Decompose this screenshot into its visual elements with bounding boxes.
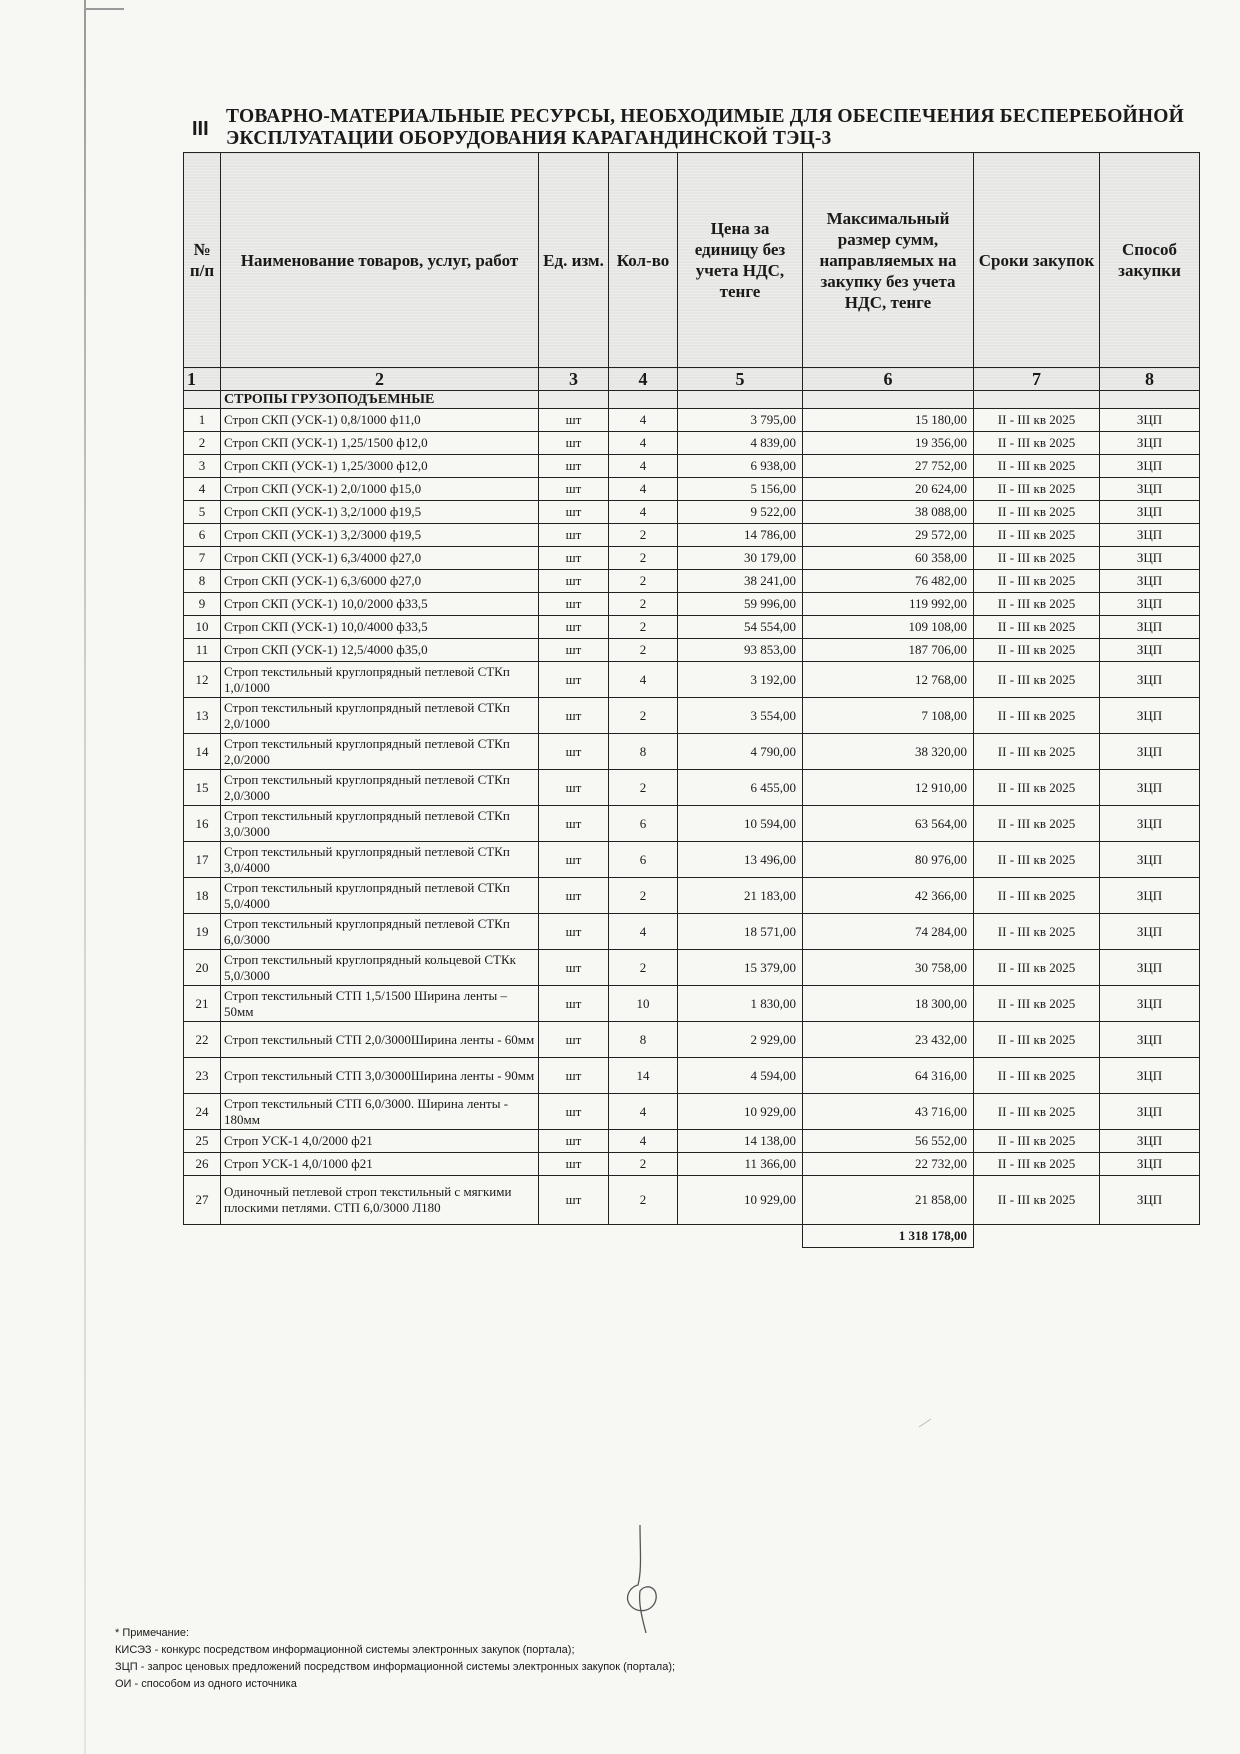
group-spacer	[974, 391, 1100, 409]
period-cell: II - III кв 2025	[974, 842, 1100, 878]
max-sum-cell: 21 858,00	[803, 1176, 974, 1225]
unit-cell: шт	[539, 986, 609, 1022]
row-number: 16	[184, 806, 221, 842]
unit-price-cell: 4 839,00	[678, 432, 803, 455]
unit-price-cell: 38 241,00	[678, 570, 803, 593]
quantity-cell: 4	[609, 409, 678, 432]
table-row	[184, 950, 1200, 986]
period-cell: II - III кв 2025	[974, 1153, 1100, 1176]
quantity-cell: 4	[609, 455, 678, 478]
quantity-cell: 2	[609, 593, 678, 616]
total-spacer	[539, 1225, 609, 1248]
total-spacer	[1100, 1225, 1200, 1248]
item-name: Строп текстильный круглопрядный петлевой СТКп 2,0/2000	[221, 734, 539, 770]
max-sum-cell: 43 716,00	[803, 1094, 974, 1130]
quantity-cell: 14	[609, 1058, 678, 1094]
table-row	[184, 770, 1200, 806]
item-name: Строп СКП (УСК-1) 10,0/2000 ф33,5	[221, 593, 539, 616]
footnotes	[115, 1625, 675, 1693]
period-cell: II - III кв 2025	[974, 501, 1100, 524]
group-row	[184, 391, 1200, 409]
max-sum-cell: 15 180,00	[803, 409, 974, 432]
row-number: 10	[184, 616, 221, 639]
item-name: Строп УСК-1 4,0/2000 ф21	[221, 1130, 539, 1153]
table-row	[184, 1094, 1200, 1130]
unit-price-cell: 93 853,00	[678, 639, 803, 662]
period-cell: II - III кв 2025	[974, 878, 1100, 914]
unit-price-cell: 10 594,00	[678, 806, 803, 842]
table-row	[184, 662, 1200, 698]
method-cell: ЗЦП	[1100, 547, 1200, 570]
unit-cell: шт	[539, 950, 609, 986]
method-cell: ЗЦП	[1100, 770, 1200, 806]
quantity-cell: 2	[609, 1176, 678, 1225]
table-row	[184, 734, 1200, 770]
table-row	[184, 547, 1200, 570]
unit-cell: шт	[539, 1058, 609, 1094]
period-cell: II - III кв 2025	[974, 1176, 1100, 1225]
method-cell: ЗЦП	[1100, 1153, 1200, 1176]
period-cell: II - III кв 2025	[974, 432, 1100, 455]
column-number: 4	[609, 368, 678, 391]
unit-cell: шт	[539, 501, 609, 524]
unit-cell: шт	[539, 1153, 609, 1176]
table-row	[184, 1022, 1200, 1058]
group-spacer	[609, 391, 678, 409]
column-number: 2	[221, 368, 539, 391]
row-number: 23	[184, 1058, 221, 1094]
period-cell: II - III кв 2025	[974, 547, 1100, 570]
footnote-line: ЗЦП - запрос ценовых предложений посредством информационной системы электронных закупок (портала);	[115, 1661, 676, 1673]
period-cell: II - III кв 2025	[974, 1130, 1100, 1153]
quantity-cell: 8	[609, 1022, 678, 1058]
unit-cell: шт	[539, 570, 609, 593]
max-sum-cell: 38 320,00	[803, 734, 974, 770]
table-row	[184, 593, 1200, 616]
footnote-line: КИСЭЗ - конкурс посредством информационной системы электронных закупок (портала);	[115, 1644, 575, 1656]
unit-price-cell: 11 366,00	[678, 1153, 803, 1176]
item-name: Строп СКП (УСК-1) 3,2/3000 ф19,5	[221, 524, 539, 547]
unit-cell: шт	[539, 432, 609, 455]
header-number: № п/п	[184, 153, 221, 368]
method-cell: ЗЦП	[1100, 1130, 1200, 1153]
section-number: III	[192, 118, 209, 140]
method-cell: ЗЦП	[1100, 478, 1200, 501]
item-name: Строп текстильный круглопрядный петлевой СТКп 3,0/4000	[221, 842, 539, 878]
method-cell: ЗЦП	[1100, 593, 1200, 616]
method-cell: ЗЦП	[1100, 842, 1200, 878]
row-number: 9	[184, 593, 221, 616]
item-name: Строп текстильный круглопрядный петлевой СТКп 2,0/1000	[221, 698, 539, 734]
method-cell: ЗЦП	[1100, 1094, 1200, 1130]
max-sum-cell: 64 316,00	[803, 1058, 974, 1094]
method-cell: ЗЦП	[1100, 639, 1200, 662]
row-number: 17	[184, 842, 221, 878]
unit-price-cell: 6 938,00	[678, 455, 803, 478]
item-name: Строп текстильный круглопрядный петлевой СТКп 5,0/4000	[221, 878, 539, 914]
column-number: 6	[803, 368, 974, 391]
total-spacer	[184, 1225, 221, 1248]
method-cell: ЗЦП	[1100, 986, 1200, 1022]
unit-price-cell: 10 929,00	[678, 1176, 803, 1225]
row-number: 25	[184, 1130, 221, 1153]
period-cell: II - III кв 2025	[974, 734, 1100, 770]
unit-price-cell: 2 929,00	[678, 1022, 803, 1058]
header-quantity: Кол-во	[609, 153, 678, 368]
row-number: 6	[184, 524, 221, 547]
unit-cell: шт	[539, 698, 609, 734]
unit-price-cell: 10 929,00	[678, 1094, 803, 1130]
unit-price-cell: 13 496,00	[678, 842, 803, 878]
period-cell: II - III кв 2025	[974, 455, 1100, 478]
group-spacer	[539, 391, 609, 409]
unit-cell: шт	[539, 639, 609, 662]
table-row	[184, 1058, 1200, 1094]
column-number-row	[184, 368, 1200, 391]
item-name: Строп текстильный СТП 2,0/3000Ширина ленты - 60мм	[221, 1022, 539, 1058]
max-sum-cell: 30 758,00	[803, 950, 974, 986]
max-sum-cell: 42 366,00	[803, 878, 974, 914]
row-number: 8	[184, 570, 221, 593]
header-row	[184, 153, 1200, 368]
method-cell: ЗЦП	[1100, 914, 1200, 950]
row-number: 5	[184, 501, 221, 524]
quantity-cell: 2	[609, 639, 678, 662]
period-cell: II - III кв 2025	[974, 593, 1100, 616]
period-cell: II - III кв 2025	[974, 914, 1100, 950]
quantity-cell: 2	[609, 878, 678, 914]
max-sum-cell: 27 752,00	[803, 455, 974, 478]
quantity-cell: 2	[609, 547, 678, 570]
total-spacer	[678, 1225, 803, 1248]
period-cell: II - III кв 2025	[974, 770, 1100, 806]
header-max-sum: Максимальный размер сумм, направляемых на закупку без учета НДС, тенге	[803, 153, 974, 368]
unit-cell: шт	[539, 409, 609, 432]
max-sum-cell: 20 624,00	[803, 478, 974, 501]
scan-edge-top	[84, 8, 124, 10]
signature-mark	[610, 1525, 670, 1635]
total-spacer	[974, 1225, 1100, 1248]
item-name: Строп СКП (УСК-1) 3,2/1000 ф19,5	[221, 501, 539, 524]
period-cell: II - III кв 2025	[974, 1022, 1100, 1058]
footnote-line: ОИ - способом из одного источника	[115, 1678, 297, 1690]
total-sum: 1 318 178,00	[803, 1225, 974, 1248]
table-row	[184, 616, 1200, 639]
max-sum-cell: 38 088,00	[803, 501, 974, 524]
method-cell: ЗЦП	[1100, 734, 1200, 770]
max-sum-cell: 109 108,00	[803, 616, 974, 639]
unit-cell: шт	[539, 1130, 609, 1153]
table-row	[184, 1130, 1200, 1153]
method-cell: ЗЦП	[1100, 1058, 1200, 1094]
unit-cell: шт	[539, 662, 609, 698]
unit-cell: шт	[539, 593, 609, 616]
quantity-cell: 2	[609, 570, 678, 593]
method-cell: ЗЦП	[1100, 950, 1200, 986]
item-name: Строп текстильный СТП 3,0/3000Ширина ленты - 90мм	[221, 1058, 539, 1094]
item-name: Строп текстильный круглопрядный петлевой СТКп 3,0/3000	[221, 806, 539, 842]
quantity-cell: 4	[609, 1130, 678, 1153]
row-number: 3	[184, 455, 221, 478]
max-sum-cell: 76 482,00	[803, 570, 974, 593]
table-row	[184, 842, 1200, 878]
period-cell: II - III кв 2025	[974, 986, 1100, 1022]
period-cell: II - III кв 2025	[974, 662, 1100, 698]
quantity-cell: 4	[609, 432, 678, 455]
row-number: 19	[184, 914, 221, 950]
unit-price-cell: 54 554,00	[678, 616, 803, 639]
unit-price-cell: 3 795,00	[678, 409, 803, 432]
section-title	[226, 106, 1184, 150]
max-sum-cell: 187 706,00	[803, 639, 974, 662]
max-sum-cell: 56 552,00	[803, 1130, 974, 1153]
method-cell: ЗЦП	[1100, 432, 1200, 455]
table-row	[184, 806, 1200, 842]
quantity-cell: 6	[609, 806, 678, 842]
item-name: Строп текстильный СТП 6,0/3000. Ширина ленты - 180мм	[221, 1094, 539, 1130]
method-cell: ЗЦП	[1100, 698, 1200, 734]
row-number: 12	[184, 662, 221, 698]
max-sum-cell: 18 300,00	[803, 986, 974, 1022]
method-cell: ЗЦП	[1100, 1022, 1200, 1058]
unit-cell: шт	[539, 524, 609, 547]
max-sum-cell: 60 358,00	[803, 547, 974, 570]
period-cell: II - III кв 2025	[974, 478, 1100, 501]
item-name: Строп СКП (УСК-1) 0,8/1000 ф11,0	[221, 409, 539, 432]
unit-cell: шт	[539, 1094, 609, 1130]
unit-price-cell: 30 179,00	[678, 547, 803, 570]
unit-price-cell: 15 379,00	[678, 950, 803, 986]
method-cell: ЗЦП	[1100, 616, 1200, 639]
method-cell: ЗЦП	[1100, 524, 1200, 547]
method-cell: ЗЦП	[1100, 409, 1200, 432]
quantity-cell: 4	[609, 478, 678, 501]
unit-price-cell: 59 996,00	[678, 593, 803, 616]
table-row	[184, 432, 1200, 455]
table-row	[184, 986, 1200, 1022]
table-row	[184, 478, 1200, 501]
unit-cell: шт	[539, 878, 609, 914]
group-spacer	[678, 391, 803, 409]
max-sum-cell: 19 356,00	[803, 432, 974, 455]
item-name: Строп СКП (УСК-1) 6,3/6000 ф27,0	[221, 570, 539, 593]
quantity-cell: 2	[609, 770, 678, 806]
unit-cell: шт	[539, 478, 609, 501]
header-unit-price: Цена за единицу без учета НДС, тенге	[678, 153, 803, 368]
column-number: 7	[974, 368, 1100, 391]
quantity-cell: 6	[609, 842, 678, 878]
period-cell: II - III кв 2025	[974, 950, 1100, 986]
procurement-table	[183, 152, 1200, 1248]
item-name: Строп текстильный СТП 1,5/1500 Ширина ленты – 50мм	[221, 986, 539, 1022]
period-cell: II - III кв 2025	[974, 639, 1100, 662]
item-name: Строп СКП (УСК-1) 6,3/4000 ф27,0	[221, 547, 539, 570]
max-sum-cell: 12 910,00	[803, 770, 974, 806]
unit-price-cell: 9 522,00	[678, 501, 803, 524]
unit-cell: шт	[539, 455, 609, 478]
period-cell: II - III кв 2025	[974, 409, 1100, 432]
row-number: 21	[184, 986, 221, 1022]
unit-price-cell: 6 455,00	[678, 770, 803, 806]
row-number: 15	[184, 770, 221, 806]
total-row	[184, 1225, 1200, 1248]
header-period: Сроки закупок	[974, 153, 1100, 368]
unit-cell: шт	[539, 547, 609, 570]
max-sum-cell: 29 572,00	[803, 524, 974, 547]
period-cell: II - III кв 2025	[974, 698, 1100, 734]
row-number: 20	[184, 950, 221, 986]
unit-cell: шт	[539, 806, 609, 842]
quantity-cell: 4	[609, 1094, 678, 1130]
unit-price-cell: 14 138,00	[678, 1130, 803, 1153]
column-number: 3	[539, 368, 609, 391]
row-number: 22	[184, 1022, 221, 1058]
row-number: 1	[184, 409, 221, 432]
table-row	[184, 455, 1200, 478]
quantity-cell: 4	[609, 914, 678, 950]
total-spacer	[609, 1225, 678, 1248]
unit-cell: шт	[539, 616, 609, 639]
table-row	[184, 570, 1200, 593]
unit-cell: шт	[539, 1022, 609, 1058]
row-number: 14	[184, 734, 221, 770]
table-row	[184, 914, 1200, 950]
group-spacer	[803, 391, 974, 409]
column-number: 1	[184, 368, 221, 391]
unit-price-cell: 21 183,00	[678, 878, 803, 914]
unit-price-cell: 1 830,00	[678, 986, 803, 1022]
method-cell: ЗЦП	[1100, 570, 1200, 593]
total-spacer	[221, 1225, 539, 1248]
unit-price-cell: 4 594,00	[678, 1058, 803, 1094]
method-cell: ЗЦП	[1100, 501, 1200, 524]
period-cell: II - III кв 2025	[974, 616, 1100, 639]
max-sum-cell: 12 768,00	[803, 662, 974, 698]
quantity-cell: 2	[609, 698, 678, 734]
unit-price-cell: 5 156,00	[678, 478, 803, 501]
table-row	[184, 639, 1200, 662]
unit-price-cell: 3 554,00	[678, 698, 803, 734]
method-cell: ЗЦП	[1100, 1176, 1200, 1225]
pen-mark	[918, 1418, 932, 1428]
table-row	[184, 698, 1200, 734]
quantity-cell: 4	[609, 662, 678, 698]
row-number: 11	[184, 639, 221, 662]
item-name: Строп УСК-1 4,0/1000 ф21	[221, 1153, 539, 1176]
method-cell: ЗЦП	[1100, 662, 1200, 698]
unit-cell: шт	[539, 734, 609, 770]
method-cell: ЗЦП	[1100, 806, 1200, 842]
max-sum-cell: 23 432,00	[803, 1022, 974, 1058]
section-title-line-2: ЭКСПЛУАТАЦИИ ОБОРУДОВАНИЯ КАРАГАНДИНСКОЙ ТЭЦ-3	[226, 128, 832, 149]
method-cell: ЗЦП	[1100, 878, 1200, 914]
unit-price-cell: 14 786,00	[678, 524, 803, 547]
item-name: Строп текстильный круглопрядный петлевой СТКп 2,0/3000	[221, 770, 539, 806]
row-number: 4	[184, 478, 221, 501]
unit-cell: шт	[539, 770, 609, 806]
quantity-cell: 8	[609, 734, 678, 770]
quantity-cell: 2	[609, 1153, 678, 1176]
table-row	[184, 1153, 1200, 1176]
header-name: Наименование товаров, услуг, работ	[221, 153, 539, 368]
max-sum-cell: 80 976,00	[803, 842, 974, 878]
footnote-title: * Примечание:	[115, 1627, 190, 1639]
unit-cell: шт	[539, 842, 609, 878]
row-number: 18	[184, 878, 221, 914]
scan-edge	[84, 0, 86, 1754]
item-name: Строп СКП (УСК-1) 1,25/3000 ф12,0	[221, 455, 539, 478]
group-title: СТРОПЫ ГРУЗОПОДЪЕМНЫЕ	[221, 391, 539, 409]
row-number: 24	[184, 1094, 221, 1130]
quantity-cell: 10	[609, 986, 678, 1022]
unit-cell: шт	[539, 914, 609, 950]
quantity-cell: 4	[609, 501, 678, 524]
table-row	[184, 1176, 1200, 1225]
row-number: 26	[184, 1153, 221, 1176]
item-name: Строп текстильный круглопрядный кольцевой СТКк 5,0/3000	[221, 950, 539, 986]
section-heading	[192, 106, 1192, 150]
quantity-cell: 2	[609, 524, 678, 547]
item-name: Одиночный петлевой строп текстильный с мягкими плоскими петлями. СТП 6,0/3000 Л180	[221, 1176, 539, 1225]
period-cell: II - III кв 2025	[974, 1058, 1100, 1094]
max-sum-cell: 63 564,00	[803, 806, 974, 842]
max-sum-cell: 7 108,00	[803, 698, 974, 734]
table-row	[184, 409, 1200, 432]
period-cell: II - III кв 2025	[974, 524, 1100, 547]
column-number: 8	[1100, 368, 1200, 391]
row-number: 27	[184, 1176, 221, 1225]
max-sum-cell: 119 992,00	[803, 593, 974, 616]
max-sum-cell: 22 732,00	[803, 1153, 974, 1176]
unit-price-cell: 4 790,00	[678, 734, 803, 770]
unit-price-cell: 18 571,00	[678, 914, 803, 950]
row-number: 13	[184, 698, 221, 734]
max-sum-cell: 74 284,00	[803, 914, 974, 950]
item-name: Строп текстильный круглопрядный петлевой СТКп 1,0/1000	[221, 662, 539, 698]
quantity-cell: 2	[609, 950, 678, 986]
header-unit: Ед. изм.	[539, 153, 609, 368]
header-method: Способ закупки	[1100, 153, 1200, 368]
period-cell: II - III кв 2025	[974, 570, 1100, 593]
group-spacer	[184, 391, 221, 409]
group-spacer	[1100, 391, 1200, 409]
section-title-line-1: ТОВАРНО-МАТЕРИАЛЬНЫЕ РЕСУРСЫ, НЕОБХОДИМЫЕ ДЛЯ ОБЕСПЕЧЕНИЯ БЕСПЕРЕБОЙНОЙ	[226, 106, 1185, 127]
column-number: 5	[678, 368, 803, 391]
row-number: 7	[184, 547, 221, 570]
table-row	[184, 524, 1200, 547]
period-cell: II - III кв 2025	[974, 1094, 1100, 1130]
item-name: Строп текстильный круглопрядный петлевой СТКп 6,0/3000	[221, 914, 539, 950]
table-row	[184, 878, 1200, 914]
table-row	[184, 501, 1200, 524]
item-name: Строп СКП (УСК-1) 2,0/1000 ф15,0	[221, 478, 539, 501]
method-cell: ЗЦП	[1100, 455, 1200, 478]
unit-price-cell: 3 192,00	[678, 662, 803, 698]
period-cell: II - III кв 2025	[974, 806, 1100, 842]
unit-cell: шт	[539, 1176, 609, 1225]
item-name: Строп СКП (УСК-1) 10,0/4000 ф33,5	[221, 616, 539, 639]
item-name: Строп СКП (УСК-1) 1,25/1500 ф12,0	[221, 432, 539, 455]
quantity-cell: 2	[609, 616, 678, 639]
row-number: 2	[184, 432, 221, 455]
item-name: Строп СКП (УСК-1) 12,5/4000 ф35,0	[221, 639, 539, 662]
